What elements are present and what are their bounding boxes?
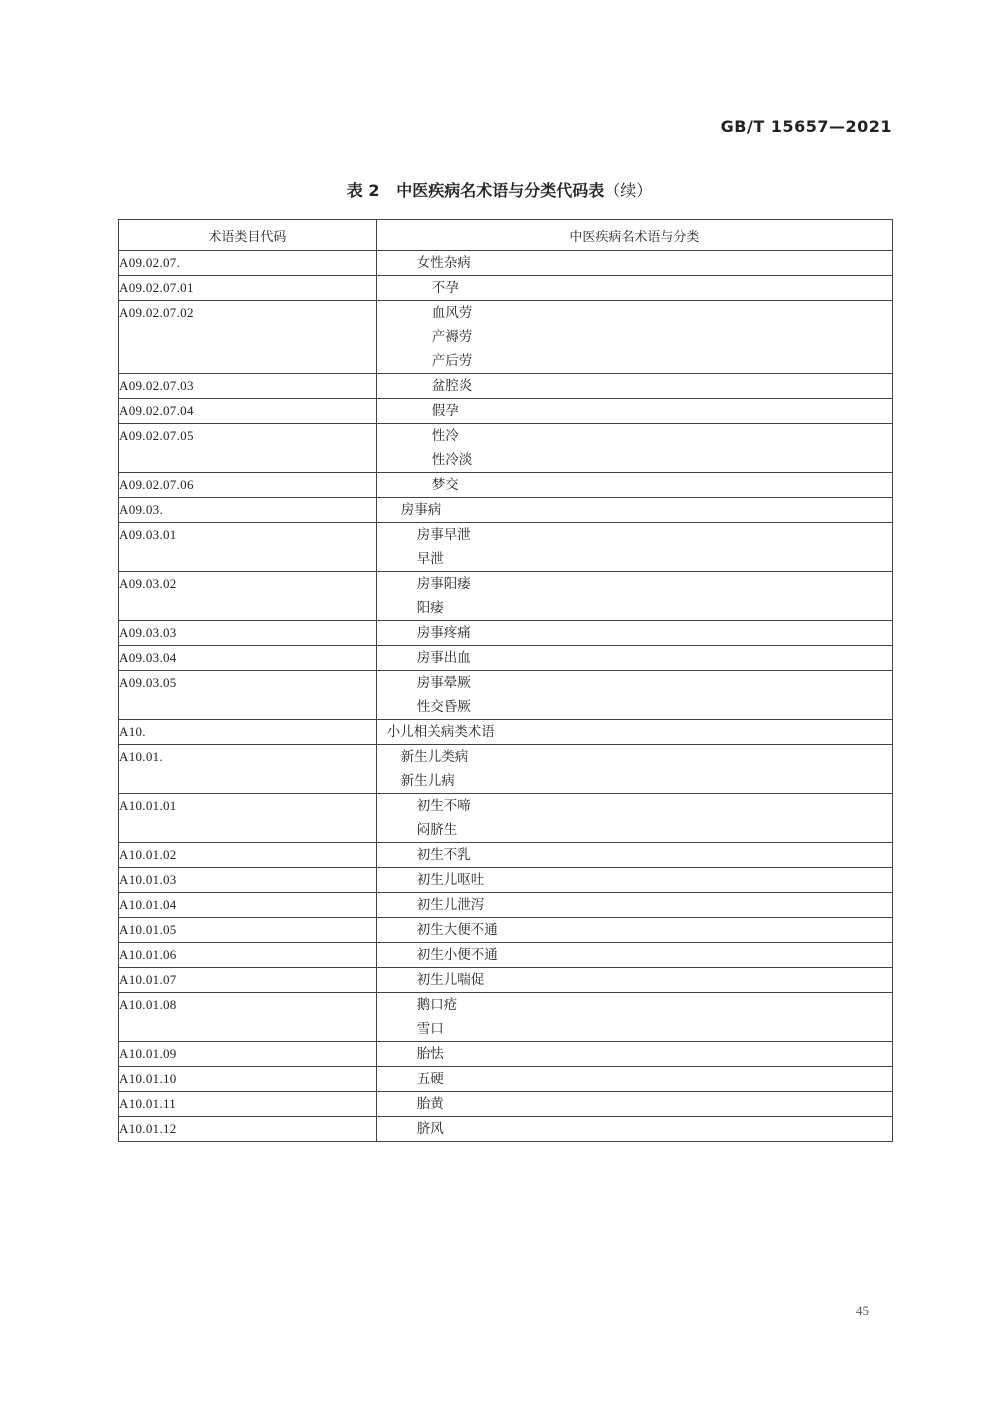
term-cell <box>376 943 892 968</box>
disease-term: 胎怯 <box>416 1046 444 1062</box>
table-caption <box>0 178 999 201</box>
category-code: A09.03. <box>119 498 377 523</box>
disease-term: 性冷淡 <box>431 452 473 468</box>
disease-term: 产褥劳 <box>431 329 473 345</box>
disease-term: 不孕 <box>431 280 459 296</box>
term-cell <box>376 1067 892 1092</box>
table-row <box>119 893 893 918</box>
table-row <box>119 301 893 374</box>
term-cell <box>376 572 892 621</box>
disease-term: 梦交 <box>431 477 459 493</box>
category-code: A09.02.07.05 <box>119 424 377 473</box>
disease-term: 初生儿泄泻 <box>416 897 485 913</box>
standard-code: GB/T 15657—2021 <box>720 117 892 136</box>
term-cell <box>376 473 892 498</box>
category-code: A10.01.02 <box>119 843 377 868</box>
disease-term: 房事病 <box>400 502 442 518</box>
table-header-row <box>119 220 893 251</box>
disease-term: 初生小便不通 <box>416 947 498 963</box>
category-code: A10.01.03 <box>119 868 377 893</box>
disease-term: 产后劳 <box>431 353 473 369</box>
column-header-code: 术语类目代码 <box>119 220 377 251</box>
disease-term: 闷脐生 <box>416 822 458 838</box>
table-row <box>119 1042 893 1067</box>
disease-term: 血风劳 <box>431 305 473 321</box>
term-cell <box>376 399 892 424</box>
table-row <box>119 943 893 968</box>
category-code: A10.01.07 <box>119 968 377 993</box>
category-code: A09.03.01 <box>119 523 377 572</box>
disease-term: 初生儿呕吐 <box>416 872 485 888</box>
table-row <box>119 794 893 843</box>
disease-term: 房事早泄 <box>416 527 471 543</box>
category-code: A09.02.07. <box>119 251 377 276</box>
table-row <box>119 473 893 498</box>
term-cell <box>376 1092 892 1117</box>
table-row <box>119 671 893 720</box>
column-header-term: 中医疾病名术语与分类 <box>376 220 892 251</box>
term-cell <box>376 523 892 572</box>
category-code: A09.02.07.02 <box>119 301 377 374</box>
table-row <box>119 374 893 399</box>
table-caption-label: 表 2 <box>346 181 380 200</box>
disease-term: 假孕 <box>431 403 459 419</box>
term-cell <box>376 424 892 473</box>
term-cell <box>376 276 892 301</box>
disease-term: 房事晕厥 <box>416 675 471 691</box>
disease-term: 胎黄 <box>416 1096 444 1112</box>
disease-term: 性交昏厥 <box>416 699 471 715</box>
category-code: A10.01.04 <box>119 893 377 918</box>
disease-term: 房事疼痛 <box>416 625 471 641</box>
category-code: A10.01.08 <box>119 993 377 1042</box>
term-cell <box>376 843 892 868</box>
term-cell <box>376 745 892 794</box>
term-cell <box>376 918 892 943</box>
category-code: A10. <box>119 720 377 745</box>
term-cell <box>376 646 892 671</box>
term-cell <box>376 671 892 720</box>
disease-term: 房事出血 <box>416 650 471 666</box>
category-code: A10.01.05 <box>119 918 377 943</box>
category-code: A10.01.06 <box>119 943 377 968</box>
disease-term: 盆腔炎 <box>431 378 473 394</box>
term-cell <box>376 868 892 893</box>
category-code: A09.03.04 <box>119 646 377 671</box>
category-code: A09.03.05 <box>119 671 377 720</box>
disease-term: 鹅口疮 <box>416 997 458 1013</box>
category-code: A09.02.07.04 <box>119 399 377 424</box>
term-cell <box>376 794 892 843</box>
term-cell <box>376 621 892 646</box>
table-row <box>119 523 893 572</box>
term-cell <box>376 993 892 1042</box>
term-cell <box>376 374 892 399</box>
table-row <box>119 993 893 1042</box>
table-row <box>119 276 893 301</box>
table-row <box>119 843 893 868</box>
category-code: A10.01.01 <box>119 794 377 843</box>
category-code: A10.01.09 <box>119 1042 377 1067</box>
disease-term: 新生儿类病 <box>400 749 469 765</box>
disease-term: 性冷 <box>431 428 459 444</box>
disease-term: 新生儿病 <box>400 773 455 789</box>
category-code: A10.01. <box>119 745 377 794</box>
table-row <box>119 968 893 993</box>
table-row <box>119 720 893 745</box>
term-cell <box>376 1042 892 1067</box>
category-code: A10.01.10 <box>119 1067 377 1092</box>
table-caption-title: 中医疾病名术语与分类代码表 <box>396 181 605 200</box>
table-row <box>119 646 893 671</box>
disease-term: 初生不乳 <box>416 847 471 863</box>
category-code: A09.02.07.03 <box>119 374 377 399</box>
disease-term: 女性杂病 <box>416 255 471 271</box>
disease-term: 初生儿喘促 <box>416 972 485 988</box>
term-cell <box>376 301 892 374</box>
term-cell <box>376 251 892 276</box>
table-row <box>119 399 893 424</box>
term-cell <box>376 1117 892 1142</box>
category-code: A09.02.07.06 <box>119 473 377 498</box>
table-row <box>119 1067 893 1092</box>
disease-term: 雪口 <box>416 1021 444 1037</box>
term-cell <box>376 498 892 523</box>
category-code: A10.01.11 <box>119 1092 377 1117</box>
table-caption-suffix: （续） <box>604 181 653 200</box>
disease-term: 小儿相关病类术语 <box>386 724 495 740</box>
table-row <box>119 918 893 943</box>
classification-table <box>118 219 893 1142</box>
disease-term: 脐风 <box>416 1121 444 1137</box>
disease-term: 阳痿 <box>416 600 444 616</box>
category-code: A10.01.12 <box>119 1117 377 1142</box>
table-body <box>119 251 893 1142</box>
disease-term: 初生大便不通 <box>416 922 498 938</box>
disease-term: 早泄 <box>416 551 444 567</box>
table-row <box>119 1117 893 1142</box>
category-code: A09.03.02 <box>119 572 377 621</box>
term-cell <box>376 893 892 918</box>
category-code: A09.03.03 <box>119 621 377 646</box>
term-cell <box>376 968 892 993</box>
category-code: A09.02.07.01 <box>119 276 377 301</box>
disease-term: 初生不啼 <box>416 798 471 814</box>
table-row <box>119 745 893 794</box>
table-row <box>119 424 893 473</box>
table-row <box>119 572 893 621</box>
page-number: 45 <box>856 1303 869 1318</box>
table-row <box>119 498 893 523</box>
table-row <box>119 1092 893 1117</box>
term-cell <box>376 720 892 745</box>
table-row <box>119 251 893 276</box>
table-row <box>119 868 893 893</box>
disease-term: 五硬 <box>416 1071 444 1087</box>
disease-term: 房事阳痿 <box>416 576 471 592</box>
table-row <box>119 621 893 646</box>
